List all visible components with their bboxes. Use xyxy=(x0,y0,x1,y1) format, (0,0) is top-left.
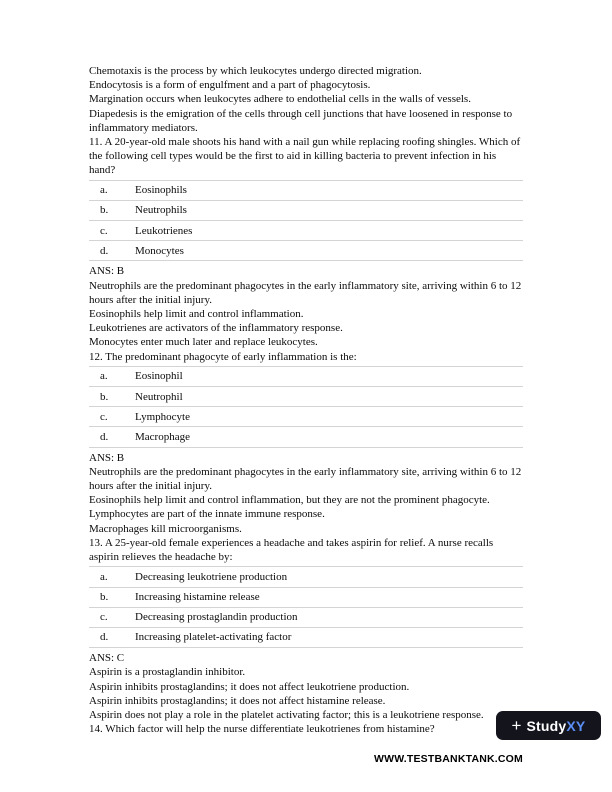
answer-line: ANS: C xyxy=(89,652,125,665)
option-letter: d. xyxy=(100,430,109,443)
question-block xyxy=(89,350,523,536)
brand-name: Study xyxy=(526,717,567,734)
option-row xyxy=(89,587,523,607)
rationale-line: Eosinophils help limit and control inflammation, but they are not the prominent phagocyte. xyxy=(89,494,490,507)
option-row xyxy=(89,366,523,386)
intro-line: Diapedesis is the emigration of the cells through cell junctions that have loosened in response to inflammatory mediators. xyxy=(89,107,513,134)
option-text: Neutrophil xyxy=(135,390,183,403)
option-letter: b. xyxy=(100,390,109,403)
option-text: Leukotrienes xyxy=(135,224,193,237)
option-letter: a. xyxy=(100,184,108,197)
plus-icon: + xyxy=(511,716,522,735)
brand-suffix: XY xyxy=(566,717,586,734)
option-letter: d. xyxy=(100,631,109,644)
option-text: Decreasing prostaglandin production xyxy=(135,611,298,624)
question-stem: 12. The predominant phagocyte of early inflammation is the: xyxy=(89,350,357,363)
question-stem: 11. A 20-year-old male shoots his hand with a nail gun while replacing roofing shingles. Which of the following cell types would be the first to aid in killing bacteria to prevent infection in his hand? xyxy=(89,136,521,177)
option-row xyxy=(89,406,523,426)
option-row xyxy=(89,426,523,446)
intro-line: Margination occurs when leukocytes adhere to endothelial cells in the walls of vessels. xyxy=(89,93,471,106)
options-list xyxy=(89,180,523,262)
website-link[interactable]: WWW.TESTBANKTANK.COM xyxy=(373,753,523,765)
option-text: Lymphocyte xyxy=(135,410,190,423)
answer-line: ANS: B xyxy=(89,451,125,464)
option-text: Neutrophils xyxy=(135,204,187,217)
rationale-line: Aspirin does not play a role in the platelet activating factor; this is a leukotriene response. xyxy=(89,708,484,721)
option-letter: b. xyxy=(100,204,109,217)
option-text: Increasing histamine release xyxy=(135,591,260,603)
option-row xyxy=(89,180,523,200)
question-stem: 13. A 25-year-old female experiences a headache and takes aspirin for relief. A nurse recalls aspirin relieves the headache by: xyxy=(89,536,494,564)
rationale-line: Aspirin inhibits prostaglandins; it does not affect histamine release. xyxy=(89,694,386,707)
options-list xyxy=(89,566,523,648)
option-row xyxy=(89,240,523,260)
question-block xyxy=(89,135,523,350)
option-row xyxy=(89,566,523,586)
option-text: Increasing platelet-activating factor xyxy=(135,631,292,644)
option-text: Decreasing leukotriene production xyxy=(135,570,288,583)
rationale-line: Monocytes enter much later and replace leukocytes. xyxy=(89,336,318,349)
option-row xyxy=(89,386,523,406)
rationale-line: Neutrophils are the predominant phagocytes in the early inflammatory site, arriving within 6 to 12 hours after the initial injury. xyxy=(89,279,522,306)
option-row xyxy=(89,200,523,220)
option-letter: b. xyxy=(100,591,109,603)
brand-text xyxy=(526,718,585,734)
brand-badge[interactable] xyxy=(496,711,601,740)
page-content xyxy=(89,64,523,736)
rationale-line: Leukotrienes are activators of the inflammatory response. xyxy=(89,322,343,335)
rationale-line: Eosinophils help limit and control inflammation. xyxy=(89,308,304,321)
rationale-line: Macrophages kill microorganisms. xyxy=(89,522,242,535)
question-block xyxy=(89,536,523,722)
option-letter: d. xyxy=(100,244,109,257)
rationale-line: Aspirin inhibits prostaglandins; it does not affect leukotriene production. xyxy=(89,680,410,693)
rationale-line: Aspirin is a prostaglandin inhibitor. xyxy=(89,666,246,679)
option-letter: a. xyxy=(100,570,108,583)
next-question-stem: 14. Which factor will help the nurse differentiate leukotrienes from histamine? xyxy=(89,723,435,736)
option-letter: c. xyxy=(100,410,108,423)
rationale-line: Neutrophils are the predominant phagocytes in the early inflammatory site, arriving within 6 to 12 hours after the initial injury. xyxy=(89,465,522,493)
rationale-line: Lymphocytes are part of the innate immune response. xyxy=(89,508,325,521)
option-letter: c. xyxy=(100,611,108,624)
option-text: Macrophage xyxy=(135,430,190,443)
intro-line: Endocytosis is a form of engulfment and a part of phagocytosis. xyxy=(89,79,371,92)
option-text: Eosinophil xyxy=(135,370,183,383)
answer-line: ANS: B xyxy=(89,265,125,278)
option-row xyxy=(89,607,523,627)
option-row xyxy=(89,220,523,240)
option-row xyxy=(89,627,523,647)
option-text: Monocytes xyxy=(135,244,184,257)
option-letter: a. xyxy=(100,370,108,383)
options-list xyxy=(89,366,523,448)
option-letter: c. xyxy=(100,224,108,237)
intro-line: Chemotaxis is the process by which leukocytes undergo directed migration. xyxy=(89,65,422,77)
option-text: Eosinophils xyxy=(135,184,187,197)
